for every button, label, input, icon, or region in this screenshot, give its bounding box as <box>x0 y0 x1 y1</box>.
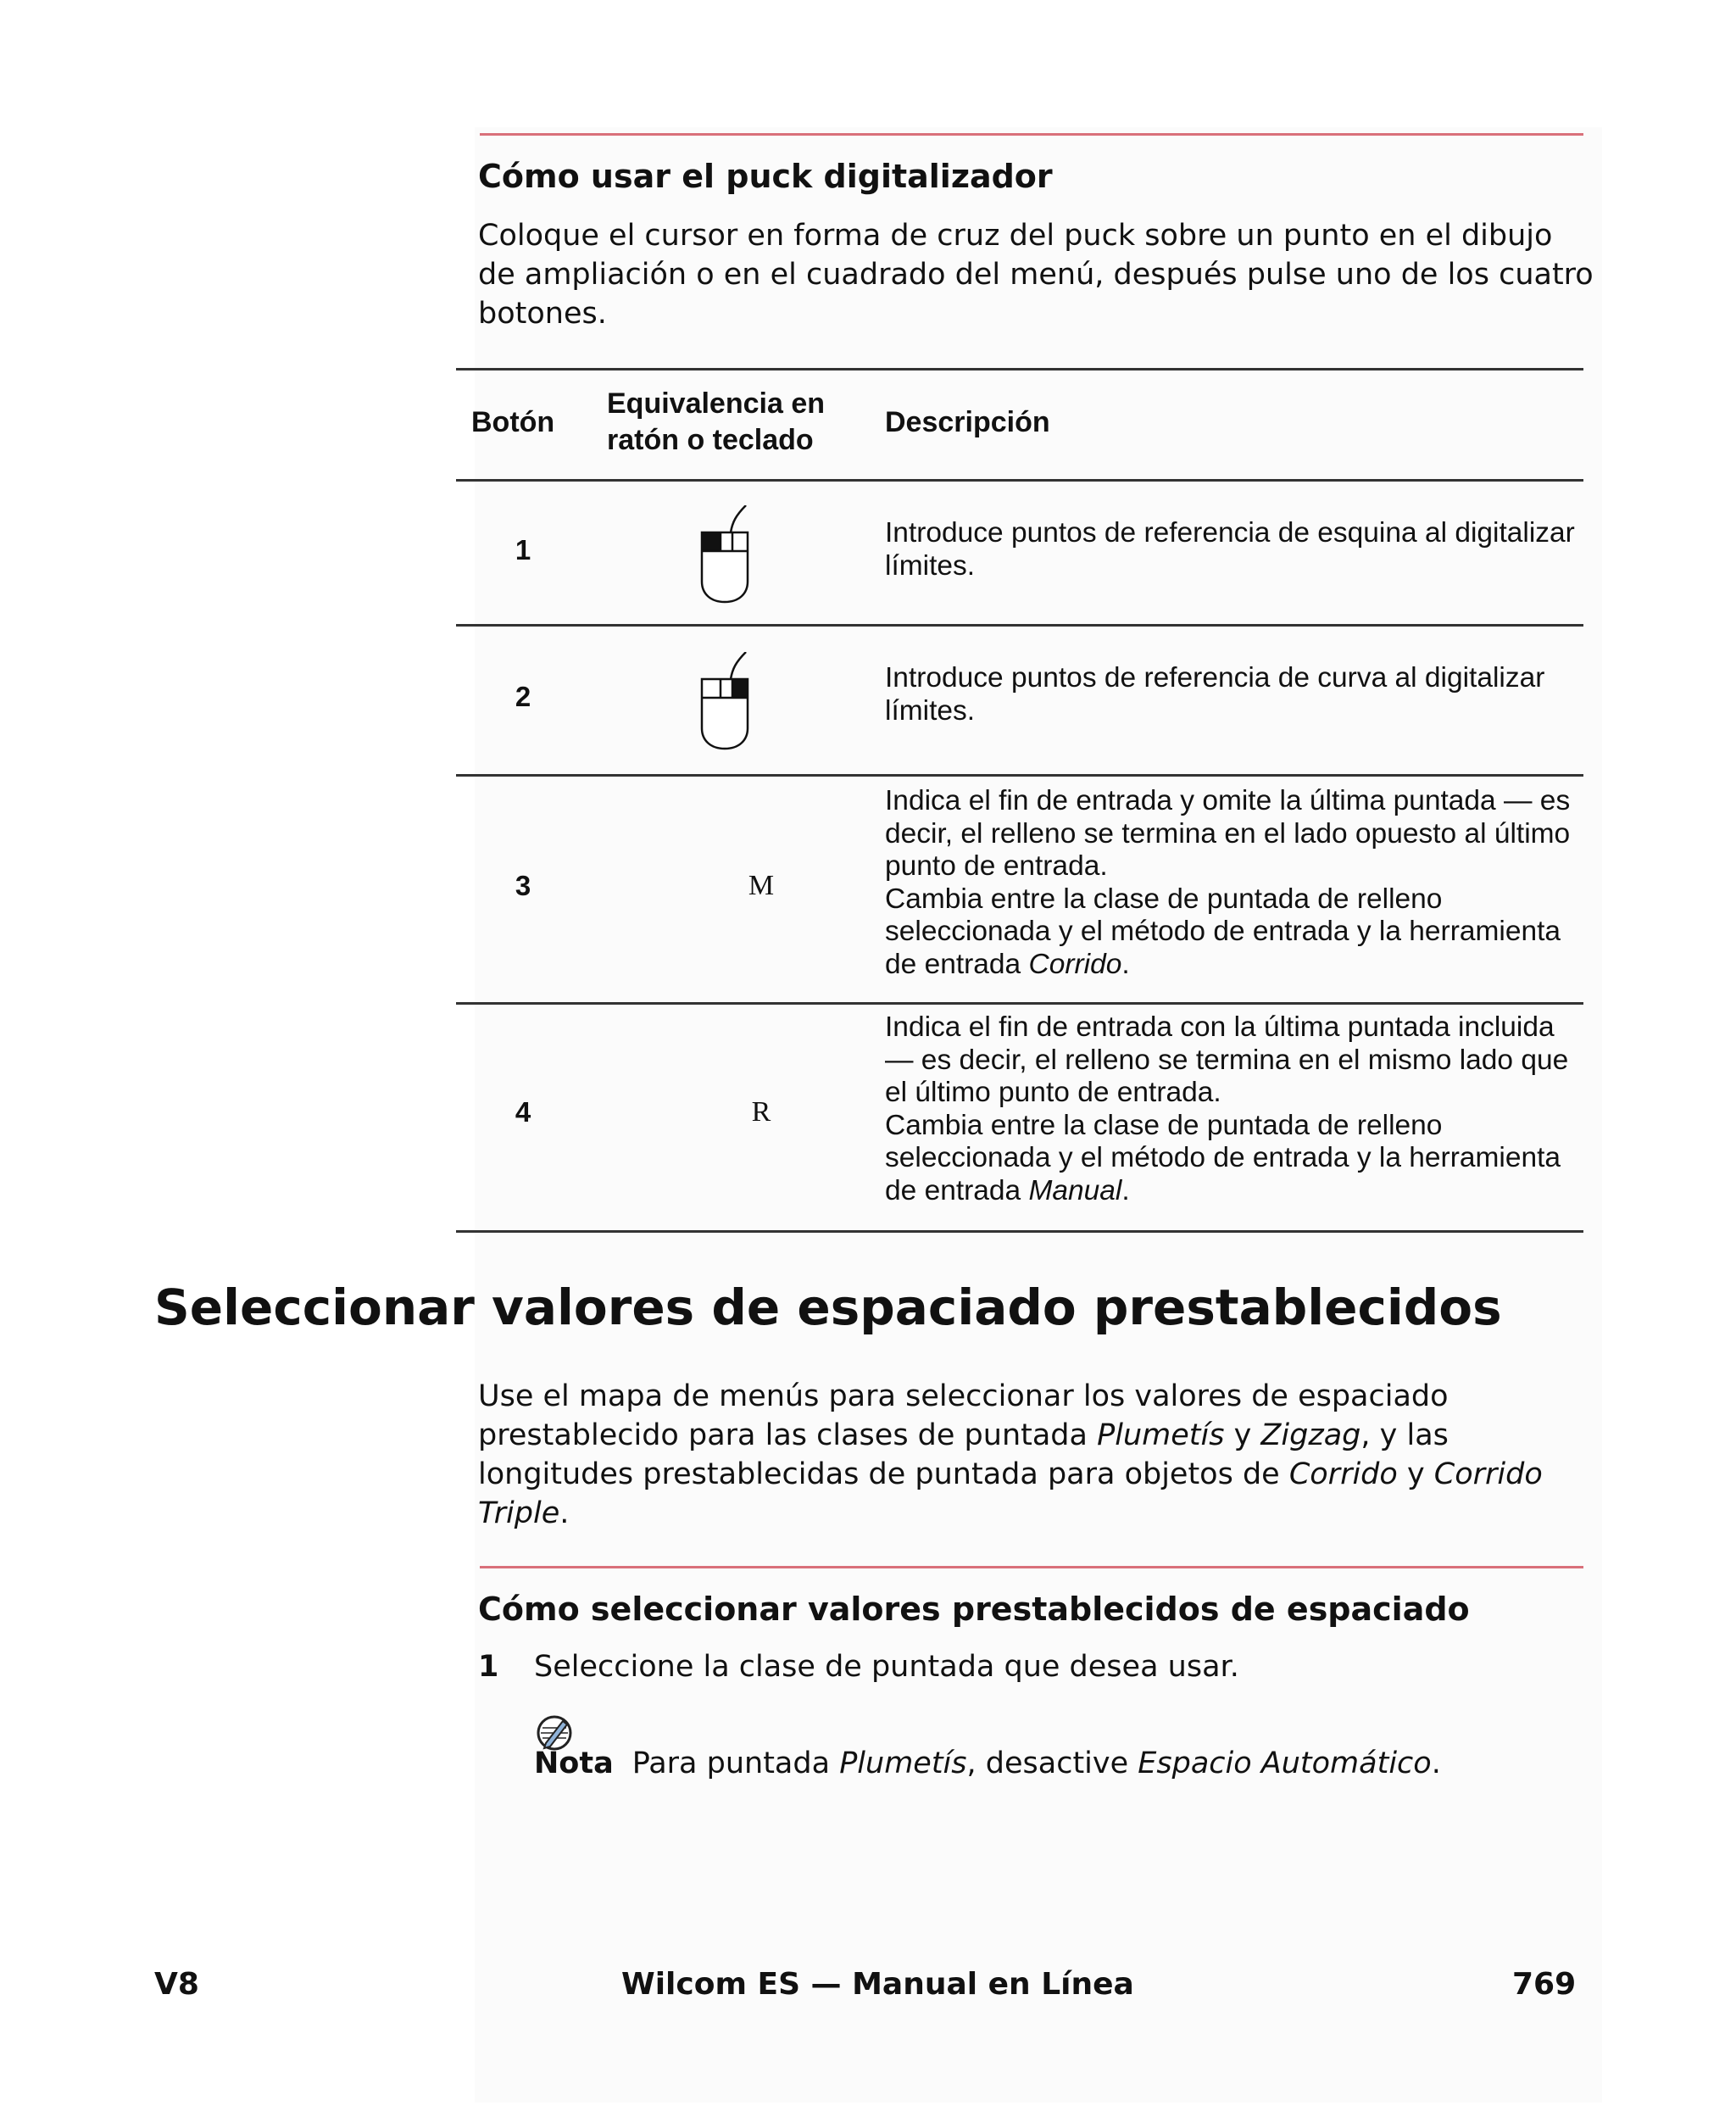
table-row <box>456 1005 1583 1230</box>
paragraph-text: . <box>559 1496 570 1530</box>
row-key-equivalent: M <box>748 870 775 901</box>
description-emphasis: Corrido <box>1028 948 1122 980</box>
paragraph-emphasis: Corrido <box>1288 1457 1398 1491</box>
header-boton: Botón <box>471 406 555 438</box>
procedure-step <box>478 1650 1239 1684</box>
note-label: Nota <box>534 1747 614 1780</box>
table-header <box>456 370 1583 479</box>
note-text: , desactive <box>966 1747 1138 1780</box>
row-button-number: 3 <box>515 870 531 901</box>
mouse-right-button-icon <box>697 652 753 754</box>
procedure-heading: Cómo seleccionar valores prestablecidos de espaciado <box>478 1591 1470 1628</box>
row-button-number: 4 <box>515 1096 531 1128</box>
description-text: . <box>1121 948 1130 980</box>
section-divider <box>480 133 1583 136</box>
row-description <box>885 1011 1580 1207</box>
step-number: 1 <box>478 1650 499 1684</box>
row-description <box>885 785 1580 981</box>
description-text: Cambia entre la clase de puntada de relleno seleccionada y el método de entrada y la herramienta de entrada <box>885 1109 1561 1206</box>
description-emphasis: Manual <box>1028 1174 1122 1206</box>
section-paragraph <box>478 1377 1597 1533</box>
paragraph-emphasis: Corrido Triple <box>478 1457 1543 1530</box>
row-button-number: 2 <box>515 681 531 712</box>
note-emphasis: Plumetís <box>839 1747 967 1780</box>
section-divider <box>480 1566 1583 1568</box>
row-description-line1: Indica el fin de entrada con la última puntada incluida — es decir, el relleno se termina en el mismo lado que el último punto de entrada. <box>885 1011 1569 1108</box>
row-description: Introduce puntos de referencia de esquina al digitalizar límites. <box>885 517 1575 582</box>
row-description-line2 <box>885 1110 1580 1208</box>
header-equivalencia-line2: ratón o teclado <box>607 424 814 456</box>
paragraph-text: , y las longitudes prestablecidas de puntada para objetos de <box>478 1418 1449 1491</box>
puck-buttons-table <box>456 368 1583 1233</box>
note <box>534 1747 1441 1780</box>
header-equivalencia <box>607 386 825 459</box>
footer-title: Wilcom ES — Manual en Línea <box>621 1967 1134 2002</box>
row-button-number: 1 <box>515 534 531 565</box>
description-text: . <box>1121 1174 1130 1206</box>
mouse-left-button-icon <box>697 505 753 607</box>
paragraph-emphasis: Plumetís <box>1097 1418 1225 1452</box>
row-key-equivalent: R <box>751 1096 771 1128</box>
table-rule-bottom <box>456 1230 1583 1233</box>
row-description-line1: Indica el fin de entrada y omite la última puntada — es decir, el relleno se termina en el lado opuesto al último punto de entrada. <box>885 785 1571 882</box>
paragraph-emphasis: Zigzag <box>1260 1418 1361 1452</box>
procedure-heading: Cómo usar el puck digitalizador <box>478 158 1053 195</box>
step-text: Seleccione la clase de puntada que desea usar. <box>534 1650 1239 1684</box>
intro-paragraph: Coloque el cursor en forma de cruz del puck sobre un punto en el dibujo de ampliación o en el cuadrado del menú, después pulse uno de los cuatro botones. <box>478 219 1594 331</box>
footer-version: V8 <box>154 1967 199 2002</box>
section-title: Seleccionar valores de espaciado prestablecidos <box>154 1279 1502 1336</box>
description-text: Cambia entre la clase de puntada de relleno seleccionada y el método de entrada y la herramienta de entrada <box>885 883 1561 980</box>
note-emphasis: Espacio Automático <box>1138 1747 1432 1780</box>
paragraph-text: y <box>1397 1457 1434 1491</box>
table-row <box>456 482 1583 624</box>
note-text: Para puntada <box>632 1747 840 1780</box>
header-equivalencia-line1: Equivalencia en <box>607 387 825 420</box>
paragraph-text: Use el mapa de menús para seleccionar los valores de espaciado prestablecido para las clases de puntada <box>478 1379 1449 1452</box>
paragraph-text: y <box>1224 1418 1261 1452</box>
row-description-line2 <box>885 883 1580 982</box>
footer-page-number: 769 <box>1512 1967 1577 2002</box>
note-text: . <box>1431 1747 1441 1780</box>
header-descripcion: Descripción <box>885 406 1050 438</box>
table-row <box>456 777 1583 1002</box>
row-description: Introduce puntos de referencia de curva al digitalizar límites. <box>885 662 1545 727</box>
table-row <box>456 627 1583 774</box>
